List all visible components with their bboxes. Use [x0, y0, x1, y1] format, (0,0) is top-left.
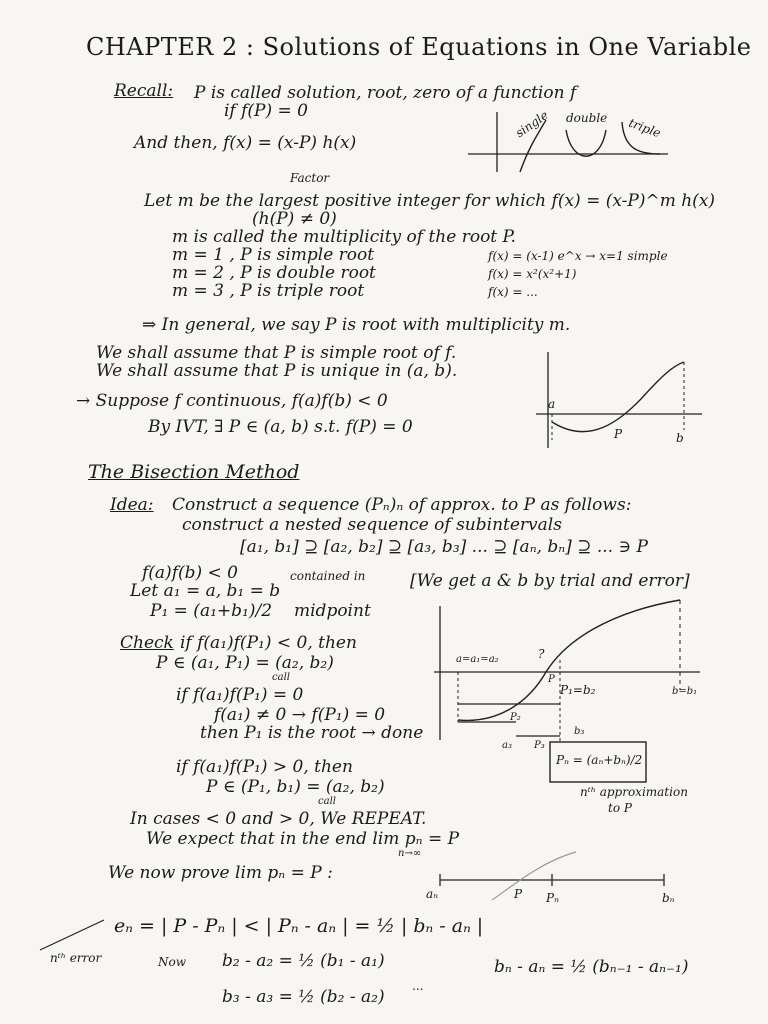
p1-formula: P₁ = (a₁+b₁)/2 — [150, 601, 273, 621]
recall-label: Recall: — [114, 81, 174, 101]
graph-p1-label: P₁=b₂ — [560, 683, 596, 697]
assume-unique: We shall assume that P is unique in (a, b). — [96, 361, 458, 381]
graph-b-label: b=b₁ — [672, 686, 698, 697]
graph-p2-label: P₂ — [510, 712, 521, 723]
ivt-p-label: P — [614, 427, 623, 441]
graph-p-label: P — [548, 674, 555, 685]
single-label: single — [512, 107, 551, 141]
pn-formula: Pₙ = (aₙ+bₙ)/2 — [556, 753, 643, 767]
error-bound: eₙ = | P - Pₙ | < | Pₙ - aₙ | = ½ | bₙ - aₙ | — [114, 915, 484, 937]
axis-pn-label: Pₙ — [546, 891, 559, 905]
check-positive-result: P ∈ (P₁, b₁) = (a₂, b₂) — [206, 777, 385, 797]
suppose-continuous: → Suppose f continuous, f(a)f(b) < 0 — [76, 391, 388, 411]
nested-intervals: [a₁, b₁] ⊇ [a₂, b₂] ⊇ [a₃, b₃] ... ⊇ [aₙ, bₙ] ⊇ ... ∋ P — [240, 537, 648, 557]
check-negative: if f(a₁)f(P₁) < 0, then — [180, 633, 357, 653]
check-zero-detail: f(a₁) ≠ 0 → f(P₁) = 0 — [214, 705, 386, 725]
nth-approx: nᵗʰ approximation — [580, 785, 688, 799]
example-2: f(x) = x²(x²+1) — [488, 267, 577, 281]
factor-note: Factor — [290, 171, 330, 185]
example-3: f(x) = ... — [488, 285, 538, 299]
ivt-b-label: b — [676, 431, 684, 445]
graph-a-label: a=a₁=a₂ — [456, 654, 499, 665]
call-note-2: call — [318, 796, 336, 807]
check-negative-result: P ∈ (a₁, P₁) = (a₂, b₂) — [156, 653, 334, 673]
ivt-statement: By IVT, ∃ P ∈ (a, b) s.t. f(P) = 0 — [148, 417, 413, 437]
check-zero: if f(a₁)f(P₁) = 0 — [176, 685, 304, 705]
let-a1-b1: Let a₁ = a, b₁ = b — [130, 581, 281, 601]
bisection-heading: The Bisection Method — [88, 461, 300, 483]
expect-limit: We expect that in the end lim pₙ = P — [146, 829, 460, 849]
ivt-a-label: a — [548, 397, 556, 411]
now-label: Now — [158, 955, 186, 969]
axis-p-label: P — [514, 887, 523, 901]
recall-line2: if f(P) = 0 — [224, 101, 308, 121]
check-label: Check — [120, 633, 174, 653]
repeat-note: In cases < 0 and > 0, We REPEAT. — [130, 809, 427, 829]
fafb-condition: f(a)f(b) < 0 — [142, 563, 238, 583]
nth-error-label: nᵗʰ error — [50, 951, 102, 965]
check-zero-done: then P₁ is the root → done — [200, 723, 424, 743]
graph-p3-label: P₃ — [534, 740, 545, 751]
recurrence-2: b₃ - a₃ = ½ (b₂ - a₂) — [222, 987, 385, 1007]
double-label: double — [566, 111, 608, 125]
check-positive: if f(a₁)f(P₁) > 0, then — [176, 757, 353, 777]
expect-limit-sub: n→∞ — [398, 848, 422, 859]
example-1: f(x) = (x-1) e^x → x=1 simple — [488, 249, 668, 263]
idea-line2: construct a nested sequence of subintervals — [182, 515, 562, 535]
assume-simple: We shall assume that P is simple root of f. — [96, 343, 457, 363]
recall-factor-eq: And then, f(x) = (x-P) h(x) — [134, 133, 357, 153]
graph-b3-label: b₃ — [574, 726, 585, 737]
general-statement: ⇒ In general, we say P is root with multiplicity m. — [142, 315, 571, 335]
recurrence-dots: ... — [412, 979, 424, 993]
recall-line1: P is called solution, root, zero of a function f — [194, 83, 577, 103]
axis-an-label: aₙ — [426, 887, 439, 901]
multiplicity-row-3: m = 3 , P is triple root — [172, 281, 365, 301]
multiplicity-row-1: m = 1 , P is simple root — [172, 245, 375, 265]
multiplicity-row-2: m = 2 , P is double root — [172, 263, 376, 283]
multiplicity-name: m is called the multiplicity of the root P. — [172, 227, 516, 247]
contained-note: contained in — [290, 569, 366, 583]
triple-label: triple — [626, 115, 663, 141]
recurrence-n: bₙ - aₙ = ½ (bₙ₋₁ - aₙ₋₁) — [494, 957, 689, 977]
recurrence-1: b₂ - a₂ = ½ (b₁ - a₁) — [222, 951, 385, 971]
graph-a3-label: a₃ — [502, 740, 512, 751]
midpoint-note: midpoint — [294, 601, 371, 621]
nth-approx-to: to P — [608, 801, 632, 815]
multiplicity-h-note: (h(P) ≠ 0) — [252, 209, 337, 229]
graph-question: ? — [538, 647, 545, 661]
axis-bn-label: bₙ — [662, 891, 675, 905]
idea-label: Idea: — [110, 495, 154, 515]
proof-statement: We now prove lim pₙ = P : — [108, 863, 333, 883]
call-note-1: call — [272, 672, 290, 683]
multiplicity-def: Let m be the largest positive integer for which f(x) = (x-P)^m h(x) — [144, 191, 716, 211]
idea-line1: Construct a sequence (Pₙ)ₙ of approx. to P as follows: — [172, 495, 632, 515]
trial-note: [We get a & b by trial and error] — [410, 571, 690, 591]
page-title: CHAPTER 2 : Solutions of Equations in One Variable — [86, 33, 752, 61]
